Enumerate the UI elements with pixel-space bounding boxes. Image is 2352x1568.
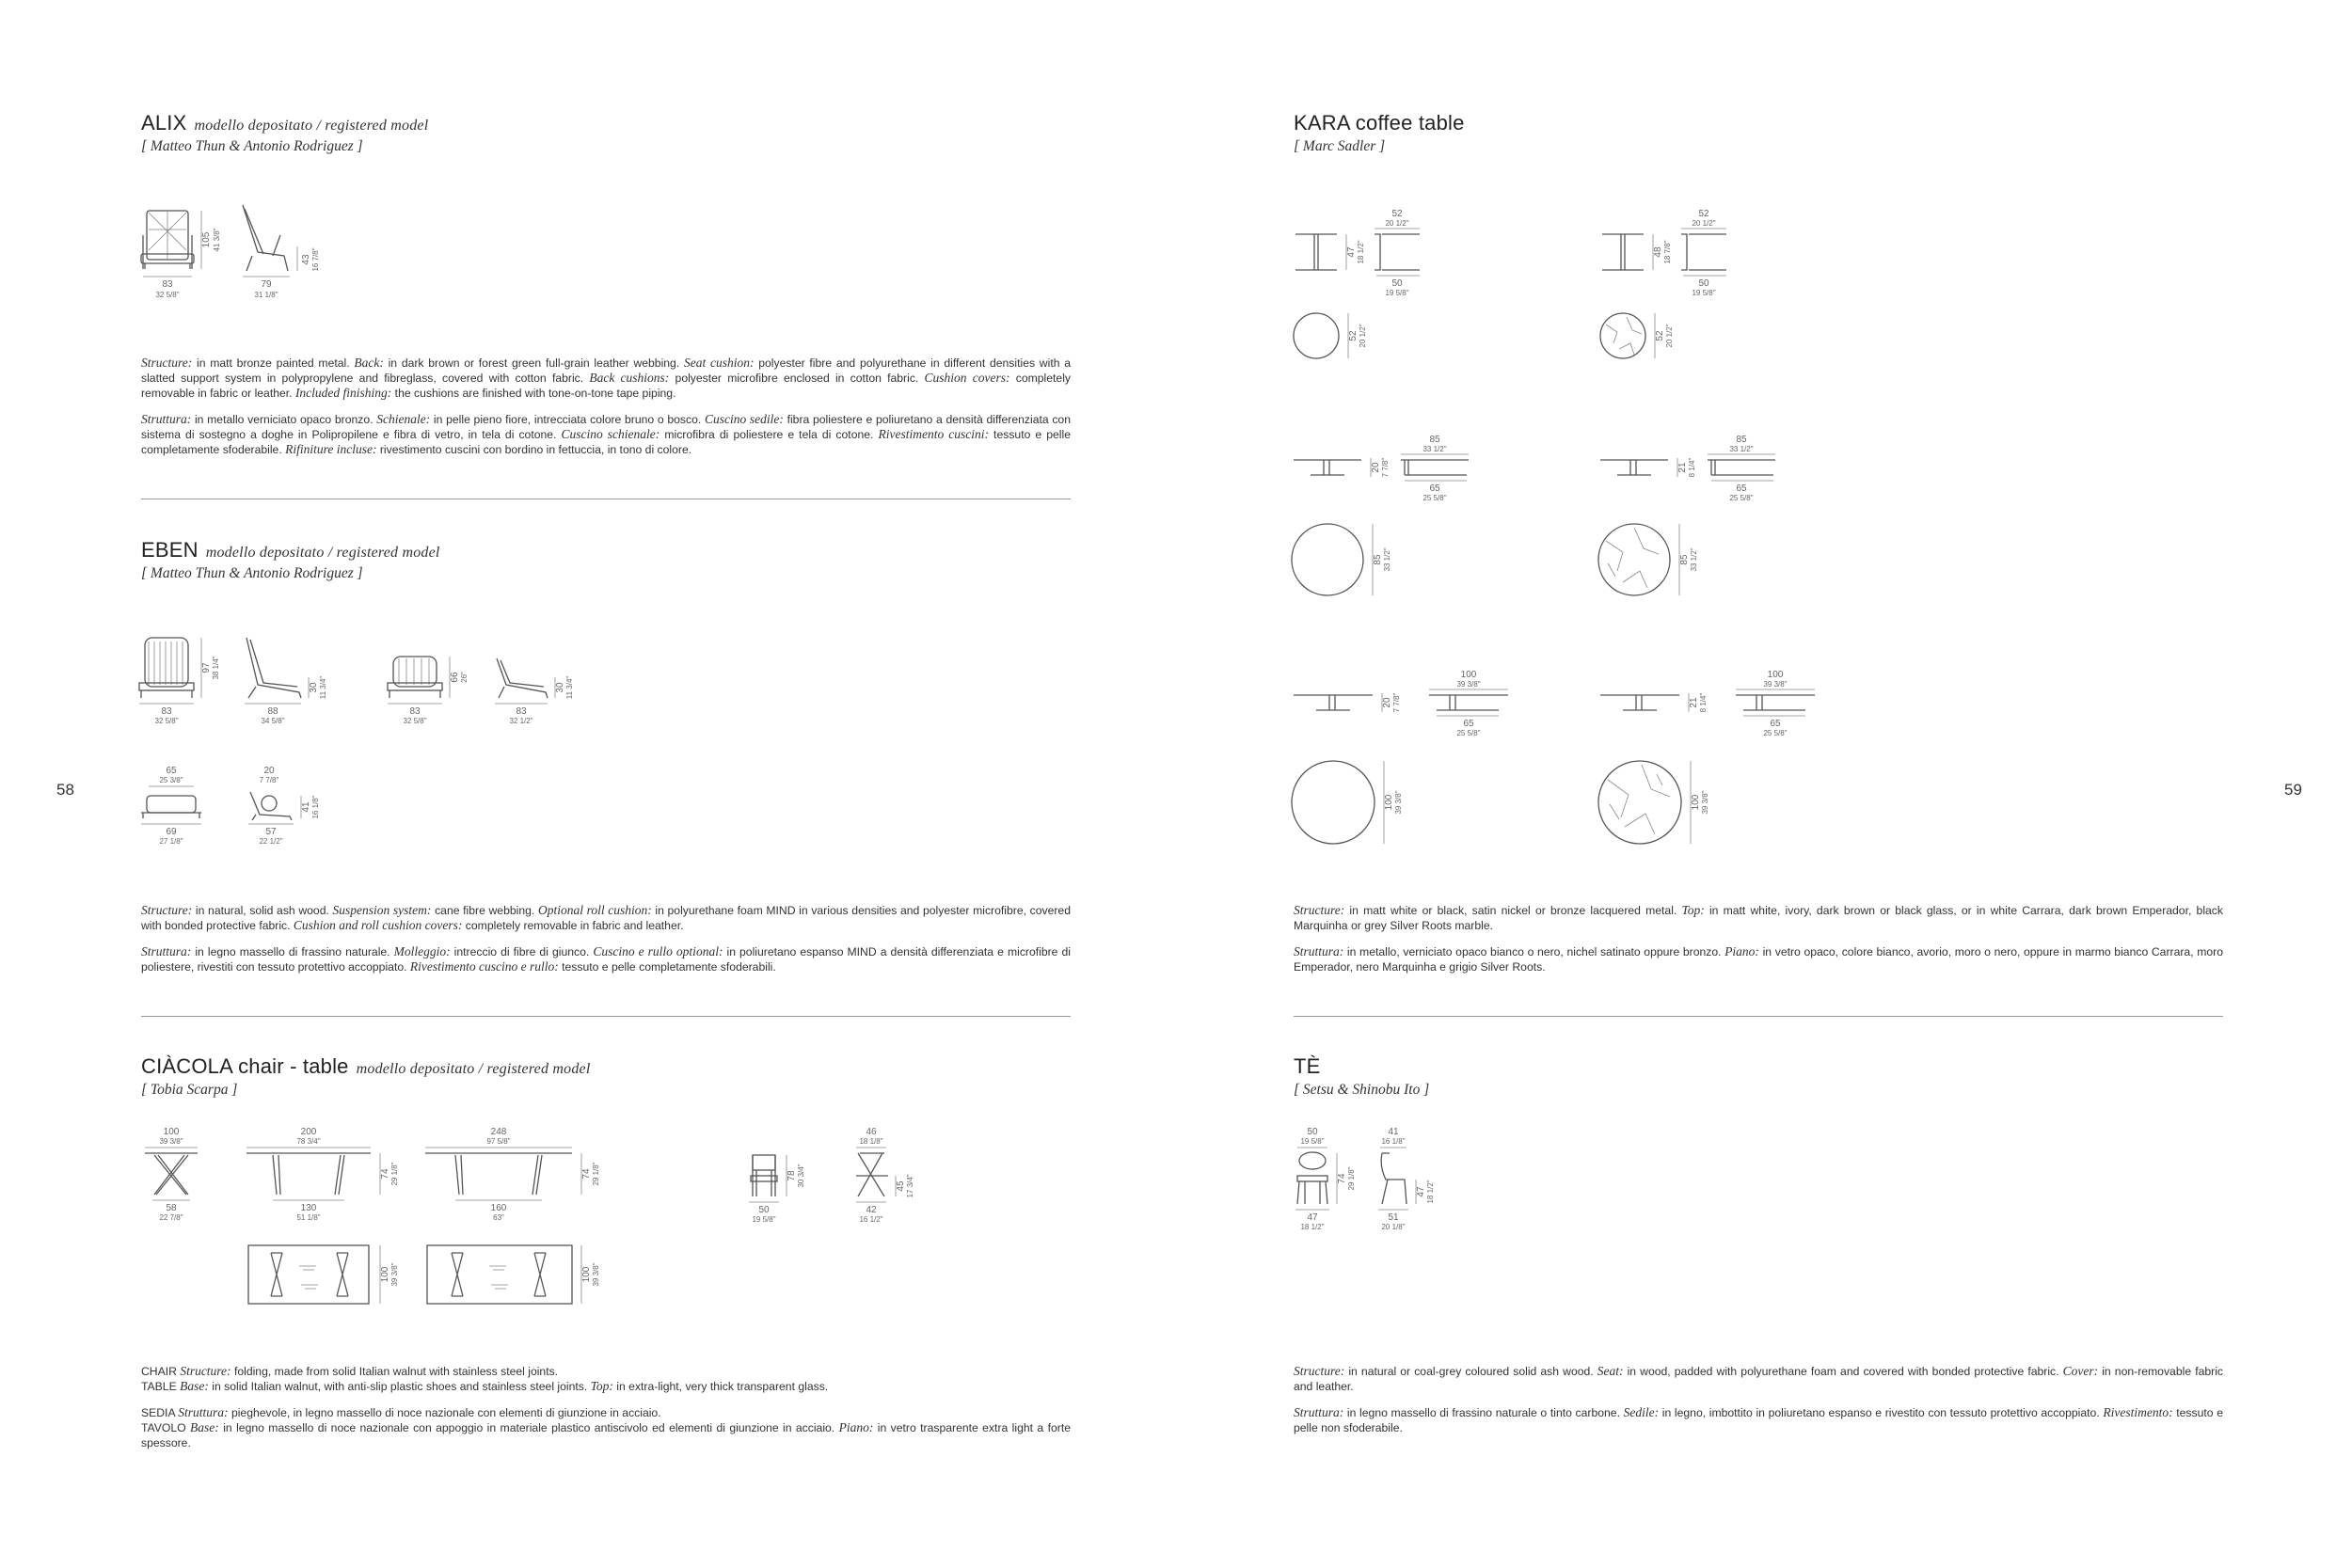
alix-depth-dim: 79 xyxy=(261,279,272,290)
ciacola-t1-width: 200 xyxy=(300,1127,317,1137)
kara-large2-top-inch: 39 3/8" xyxy=(1763,680,1788,689)
ciacola-chair-width-inch: 19 5/8" xyxy=(752,1215,776,1224)
ciacola-table-200-plan xyxy=(248,1245,369,1304)
eben-lowchair-front xyxy=(388,657,442,698)
alix-drawing xyxy=(132,198,358,310)
te-description xyxy=(1294,1364,2223,1447)
kara-desc-it: Struttura: in metallo, verniciato opaco bianco o nero, nichel satinato oppure bronzo. Piano: in vetro opaco, colore bianco, avorio, moro o nero, oppure in marmo bianco Carrara, moro Emperador, nero Marquinha e grigio Silver Roots. xyxy=(1294,944,2223,974)
alix-model-note: modello depositato / registered model xyxy=(194,118,429,134)
kara-large1-base-inch: 25 5/8" xyxy=(1456,729,1481,737)
eben-a-height: 97 xyxy=(201,662,212,673)
ciacola-heading xyxy=(141,1054,590,1099)
kara-medium1-top: 85 xyxy=(1429,435,1440,445)
eben-a-height-inch: 38 1/4" xyxy=(212,656,220,680)
te-b-seat-inch: 18 1/2" xyxy=(1426,1180,1435,1204)
ciacola-chair-depth1-inch: 18 1/8" xyxy=(859,1137,883,1146)
ciacola-x-width: 100 xyxy=(163,1127,180,1137)
eben-b-seat: 30 xyxy=(555,682,565,693)
te-drawing xyxy=(1284,1125,1472,1238)
kara-medium2-height-inch: 8 1/4" xyxy=(1688,457,1696,478)
eben-c-depth2-inch: 22 1/2" xyxy=(259,837,283,846)
kara-small2-base-inch: 19 5/8" xyxy=(1692,289,1716,297)
ciacola-x-base-inch: 22 7/8" xyxy=(159,1213,183,1222)
te-b-base: 51 xyxy=(1388,1212,1399,1223)
te-chair-side xyxy=(1381,1153,1406,1204)
kara-heading xyxy=(1294,111,1465,155)
te-heading xyxy=(1294,1054,1429,1099)
eben-c-width1: 65 xyxy=(166,766,177,776)
ciacola-t2-top-depth-inch: 39 3/8" xyxy=(592,1262,600,1287)
kara-large-marble-side xyxy=(1600,695,1679,710)
eben-c-depth1-inch: 7 7/8" xyxy=(259,776,279,784)
alix-desc-en: Structure: in matt bronze painted metal. Back: in dark brown or forest green full-grain leather webbing. Seat cushion: polyester fibre and polyurethane in different densities with a slatted support system in polypropylene and fibreglass, covered with cotton fabric. Back cushions: polyester microfibre enclosed in cotton fabric. Cushion covers: completely removable in fabric or leather. Included finishing: the cushions are finished with tone-on-tone tape piping. xyxy=(141,356,1072,400)
divider-kara xyxy=(1294,1016,2223,1017)
ciacola-drawing xyxy=(132,1125,978,1313)
ciacola-desc-en: CHAIR Structure: folding, made from solid Italian walnut with stainless steel joints. TABLE Base: in solid Italian walnut, with anti-slip plastic shoes and stainless steel joints. Top: in extra-light, very thick transparent glass. xyxy=(141,1364,829,1393)
eben-c-width2-inch: 27 1/8" xyxy=(159,837,183,846)
te-designer: [ Setsu & Shinobu Ito ] xyxy=(1294,1082,1430,1098)
ciacola-t1-height: 74 xyxy=(380,1168,390,1180)
eben-designer: [ Matteo Thun & Antonio Rodriguez ] xyxy=(141,565,363,581)
ciacola-chair-height: 78 xyxy=(787,1170,797,1181)
kara-small2-top-inch: 20 1/2" xyxy=(1692,219,1716,228)
kara-small1-base-inch: 19 5/8" xyxy=(1385,289,1409,297)
kara-medium1-top-inch: 33 1/2" xyxy=(1422,445,1447,453)
ciacola-description xyxy=(141,1364,1071,1462)
kara-medium1-height: 20 xyxy=(1371,462,1381,473)
kara-small2-diameter: 52 xyxy=(1655,330,1665,341)
ciacola-chair-depth2-inch: 16 1/2" xyxy=(859,1215,883,1224)
alix-seat-inch: 16 7/8" xyxy=(311,247,320,272)
ciacola-chair-depth2: 42 xyxy=(866,1205,877,1215)
alix-description xyxy=(141,356,1071,468)
ciacola-t1-top-depth: 100 xyxy=(380,1266,390,1283)
eben-c-width2: 69 xyxy=(166,827,177,837)
te-b-seat: 47 xyxy=(1416,1186,1426,1197)
ciacola-t2-height-inch: 29 1/8" xyxy=(592,1162,600,1186)
alix-width-inch: 32 5/8" xyxy=(155,291,180,299)
te-b-width-inch: 16 1/8" xyxy=(1381,1137,1406,1146)
ciacola-table-248-side xyxy=(425,1153,572,1195)
kara-medium-marble-side xyxy=(1600,460,1668,475)
kara-description xyxy=(1294,903,2223,986)
eben-b-depth-inch: 32 1/2" xyxy=(509,717,533,725)
eben-lowchair-side xyxy=(497,658,548,698)
kara-medium1-diameter: 85 xyxy=(1373,554,1383,565)
te-a-base-inch: 18 1/2" xyxy=(1300,1223,1325,1231)
eben-b-width: 83 xyxy=(409,706,421,717)
kara-large2-top: 100 xyxy=(1767,670,1784,680)
te-a-width: 50 xyxy=(1307,1127,1318,1137)
alix-designer: [ Matteo Thun & Antonio Rodriguez ] xyxy=(141,138,363,154)
kara-medium2-base-inch: 25 5/8" xyxy=(1729,494,1754,502)
kara-small2-height-inch: 18 7/8" xyxy=(1663,240,1672,264)
kara-medium-plain-top xyxy=(1292,524,1363,595)
eben-a-seat: 30 xyxy=(309,682,319,693)
alix-width-dim: 83 xyxy=(162,279,173,290)
alix-desc-it: Struttura: in metallo verniciato opaco bronzo. Schienale: in pelle pieno fiore, intrecciata colore bruno o bosco. Cuscino sedile: fibra poliestere e poliuretano a densità differenziata con sistema di sostegno a doghe in Polipropilene e fibra di vetro, in tela di cotone. Cuscino schienale: microfibra di poliestere e tela di cotone. Rivestimento cuscini: tessuto e pelle completamente sfoderabile. Rifiniture incluse: rivestimento cuscini con bordino in fettuccia, in tono di colore. xyxy=(141,412,1071,456)
ciacola-chair-seat: 45 xyxy=(896,1180,906,1192)
kara-medium2-height: 21 xyxy=(1677,462,1688,473)
alix-heading xyxy=(141,111,428,155)
eben-a-depth: 88 xyxy=(267,706,278,717)
ciacola-t2-height: 74 xyxy=(581,1168,592,1180)
kara-small2-height: 48 xyxy=(1653,246,1663,258)
kara-drawing xyxy=(1284,202,1943,861)
alix-side-view xyxy=(243,205,288,271)
te-title: TÈ xyxy=(1294,1054,1321,1078)
eben-model-note: modello depositato / registered model xyxy=(205,545,440,561)
kara-small1-diameter-inch: 20 1/2" xyxy=(1359,324,1367,348)
eben-c-depth1: 20 xyxy=(263,766,275,776)
eben-c-depth2: 57 xyxy=(265,827,277,837)
kara-large-marble-top xyxy=(1598,761,1681,844)
eben-armchair-side xyxy=(246,638,301,698)
ciacola-chair-height-inch: 30 3/4" xyxy=(797,1164,805,1188)
kara-medium2-top-inch: 33 1/2" xyxy=(1729,445,1754,453)
kara-small-plain-side xyxy=(1295,234,1337,270)
ciacola-designer: [ Tobia Scarpa ] xyxy=(141,1082,238,1098)
kara-large1-top-inch: 39 3/8" xyxy=(1456,680,1481,689)
eben-title: EBEN xyxy=(141,538,199,562)
te-b-width: 41 xyxy=(1388,1127,1399,1137)
kara-medium1-height-inch: 7 7/8" xyxy=(1381,457,1390,478)
ciacola-t1-base-inch: 51 1/8" xyxy=(296,1213,321,1222)
te-desc-en: Structure: in natural or coal-grey coloured solid ash wood. Seat: in wood, padded with polyurethane foam and covered with bonded protective fabric. Cover: in non-removable fabric and leather. xyxy=(1294,1364,2223,1393)
eben-a-width: 83 xyxy=(161,706,172,717)
te-a-base: 47 xyxy=(1307,1212,1318,1223)
kara-small1-base: 50 xyxy=(1391,278,1403,289)
eben-b-seat-inch: 11 3/4" xyxy=(565,675,574,700)
ciacola-table-248-plan xyxy=(427,1245,572,1304)
ciacola-title: CIÀCOLA chair - table xyxy=(141,1054,349,1078)
alix-front-view xyxy=(141,211,194,269)
kara-small1-top-inch: 20 1/2" xyxy=(1385,219,1409,228)
eben-armchair-front xyxy=(139,638,194,698)
kara-large1-diameter-inch: 39 3/8" xyxy=(1394,790,1403,815)
kara-medium-marble-front xyxy=(1708,460,1775,475)
kara-large-marble-front xyxy=(1736,695,1815,710)
kara-small1-height-inch: 18 1/2" xyxy=(1357,240,1365,264)
kara-small-marble-front xyxy=(1681,234,1726,270)
kara-large1-height: 20 xyxy=(1382,697,1392,708)
kara-medium2-diameter-inch: 33 1/2" xyxy=(1690,547,1698,572)
kara-large2-diameter: 100 xyxy=(1691,794,1701,811)
alix-title: ALIX xyxy=(141,111,187,135)
ciacola-table-200-side xyxy=(246,1153,371,1195)
kara-large2-base-inch: 25 5/8" xyxy=(1763,729,1788,737)
ciacola-t2-width-inch: 97 5/8" xyxy=(486,1137,511,1146)
ciacola-table-end-view xyxy=(145,1153,198,1195)
eben-c-width1-inch: 25 3/8" xyxy=(159,776,183,784)
kara-large2-height: 21 xyxy=(1689,697,1699,708)
kara-small2-diameter-inch: 20 1/2" xyxy=(1665,324,1674,348)
kara-large1-base: 65 xyxy=(1463,719,1474,729)
eben-a-depth-inch: 34 5/8" xyxy=(261,717,285,725)
ciacola-t1-top-depth-inch: 39 3/8" xyxy=(390,1262,399,1287)
kara-small-plain-top xyxy=(1294,313,1339,358)
eben-c-height-inch: 16 1/8" xyxy=(311,795,320,819)
eben-drawing xyxy=(132,630,602,856)
kara-large1-top: 100 xyxy=(1460,670,1477,680)
kara-medium2-top: 85 xyxy=(1736,435,1747,445)
kara-medium-plain-side xyxy=(1294,460,1361,475)
ciacola-t1-base: 130 xyxy=(300,1203,317,1213)
kara-small1-height: 47 xyxy=(1346,246,1357,258)
eben-a-width-inch: 32 5/8" xyxy=(154,717,179,725)
kara-large2-height-inch: 8 1/4" xyxy=(1699,692,1708,713)
ciacola-x-width-inch: 39 3/8" xyxy=(159,1137,183,1146)
ciacola-desc-it: SEDIA Struttura: pieghevole, in legno massello di noce nazionale con elementi di giunzione in acciaio. TAVOLO Base: in legno massello di noce nazionale con appoggio in materiale plastico antiscivolo ed elementi di giunzione in acciaio. Piano: in vetro trasparente extra light a forte spessore. xyxy=(141,1405,1072,1449)
te-b-base-inch: 20 1/8" xyxy=(1381,1223,1406,1231)
ciacola-t1-width-inch: 78 3/4" xyxy=(296,1137,321,1146)
kara-medium1-base-inch: 25 5/8" xyxy=(1422,494,1447,502)
eben-b-width-inch: 32 5/8" xyxy=(403,717,427,725)
eben-ottoman-front xyxy=(141,796,201,818)
page-number-left: 58 xyxy=(56,781,74,799)
eben-desc-en: Structure: in natural, solid ash wood. Suspension system: cane fibre webbing. Optional roll cushion: in polyurethane foam MIND in various densities and polyester microfibre, covered with bonded protective fabric. Cushion and roll cushion covers: completely removable in fabric and leather. xyxy=(141,903,1071,932)
kara-small2-top: 52 xyxy=(1698,209,1709,219)
kara-desc-en: Structure: in matt white or black, satin nickel or bronze lacquered metal. Top: in matt white, ivory, dark brown or black glass, or in white Carrara, dark brown Emperador, black Marquinha or grey Silver Roots marble. xyxy=(1294,903,2223,932)
kara-medium1-diameter-inch: 33 1/2" xyxy=(1383,547,1391,572)
alix-height-inch: 41 3/8" xyxy=(213,228,221,252)
te-a-height-inch: 29 1/8" xyxy=(1347,1166,1356,1191)
kara-small-plain-front xyxy=(1375,234,1420,270)
kara-large-plain-top xyxy=(1292,761,1375,844)
kara-large1-height-inch: 7 7/8" xyxy=(1392,692,1401,713)
te-a-width-inch: 19 5/8" xyxy=(1300,1137,1325,1146)
kara-designer: [ Marc Sadler ] xyxy=(1294,138,1386,154)
ciacola-x-base: 58 xyxy=(166,1203,177,1213)
kara-large2-base: 65 xyxy=(1770,719,1781,729)
kara-medium2-diameter: 85 xyxy=(1679,554,1690,565)
ciacola-chair-width: 50 xyxy=(758,1205,770,1215)
eben-b-height: 66 xyxy=(450,672,460,683)
ciacola-model-note: modello depositato / registered model xyxy=(356,1061,591,1077)
eben-b-depth: 83 xyxy=(516,706,527,717)
te-desc-it: Struttura: in legno massello di frassino naturale o tinto carbone. Sedile: in legno, imbottito in poliuretano espanso e rivestito con tessuto protettivo accoppiato. Rivestimento: tessuto e pelle non sfoderabile. xyxy=(1294,1405,2223,1434)
eben-a-seat-inch: 11 3/4" xyxy=(319,675,327,700)
kara-medium2-base: 65 xyxy=(1736,483,1747,494)
ciacola-chair-side xyxy=(856,1153,888,1196)
kara-medium-plain-front xyxy=(1401,460,1469,475)
eben-c-height: 41 xyxy=(301,801,311,813)
ciacola-t2-base: 160 xyxy=(490,1203,507,1213)
kara-small1-top: 52 xyxy=(1391,209,1403,219)
page-number-right: 59 xyxy=(2284,781,2302,799)
eben-description xyxy=(141,903,1071,986)
alix-depth-inch: 31 1/8" xyxy=(254,291,278,299)
ciacola-chair-depth1: 46 xyxy=(866,1127,877,1137)
kara-small-marble-top xyxy=(1600,313,1645,358)
kara-small-marble-side xyxy=(1602,234,1644,270)
ciacola-chair-front xyxy=(751,1155,777,1196)
eben-b-height-inch: 26" xyxy=(460,672,469,683)
kara-large-plain-side xyxy=(1294,695,1373,710)
alix-seat-dim: 43 xyxy=(301,254,311,265)
kara-medium1-base: 65 xyxy=(1429,483,1440,494)
ciacola-t2-width: 248 xyxy=(490,1127,507,1137)
eben-desc-it: Struttura: in legno massello di frassino naturale. Molleggio: intreccio di fibre di giunco. Cuscino e rullo optional: in poliuretano espanso MIND a densità differenziata e microfibre di poliestere, rivestiti con tessuto protettivo accoppiato. Rivestimento cuscino e rullo: tessuto e pelle completamente sfoderabili. xyxy=(141,944,1071,974)
kara-medium-marble-top xyxy=(1598,524,1670,595)
kara-large2-diameter-inch: 39 3/8" xyxy=(1701,790,1709,815)
alix-height-dim: 105 xyxy=(201,231,212,248)
ciacola-t2-base-inch: 63" xyxy=(493,1213,504,1222)
te-chair-front xyxy=(1297,1152,1327,1204)
kara-small2-base: 50 xyxy=(1698,278,1709,289)
te-a-height: 74 xyxy=(1337,1173,1347,1184)
eben-heading xyxy=(141,538,440,582)
kara-small1-diameter: 52 xyxy=(1348,330,1359,341)
ciacola-chair-seat-inch: 17 3/4" xyxy=(906,1174,914,1198)
kara-large1-diameter: 100 xyxy=(1384,794,1394,811)
kara-title: KARA coffee table xyxy=(1294,111,1465,135)
ciacola-t1-height-inch: 29 1/8" xyxy=(390,1162,399,1186)
ciacola-t2-top-depth: 100 xyxy=(581,1266,592,1283)
divider-eben xyxy=(141,1016,1071,1017)
kara-large-plain-front xyxy=(1429,695,1508,710)
eben-ottoman-side xyxy=(250,792,292,820)
